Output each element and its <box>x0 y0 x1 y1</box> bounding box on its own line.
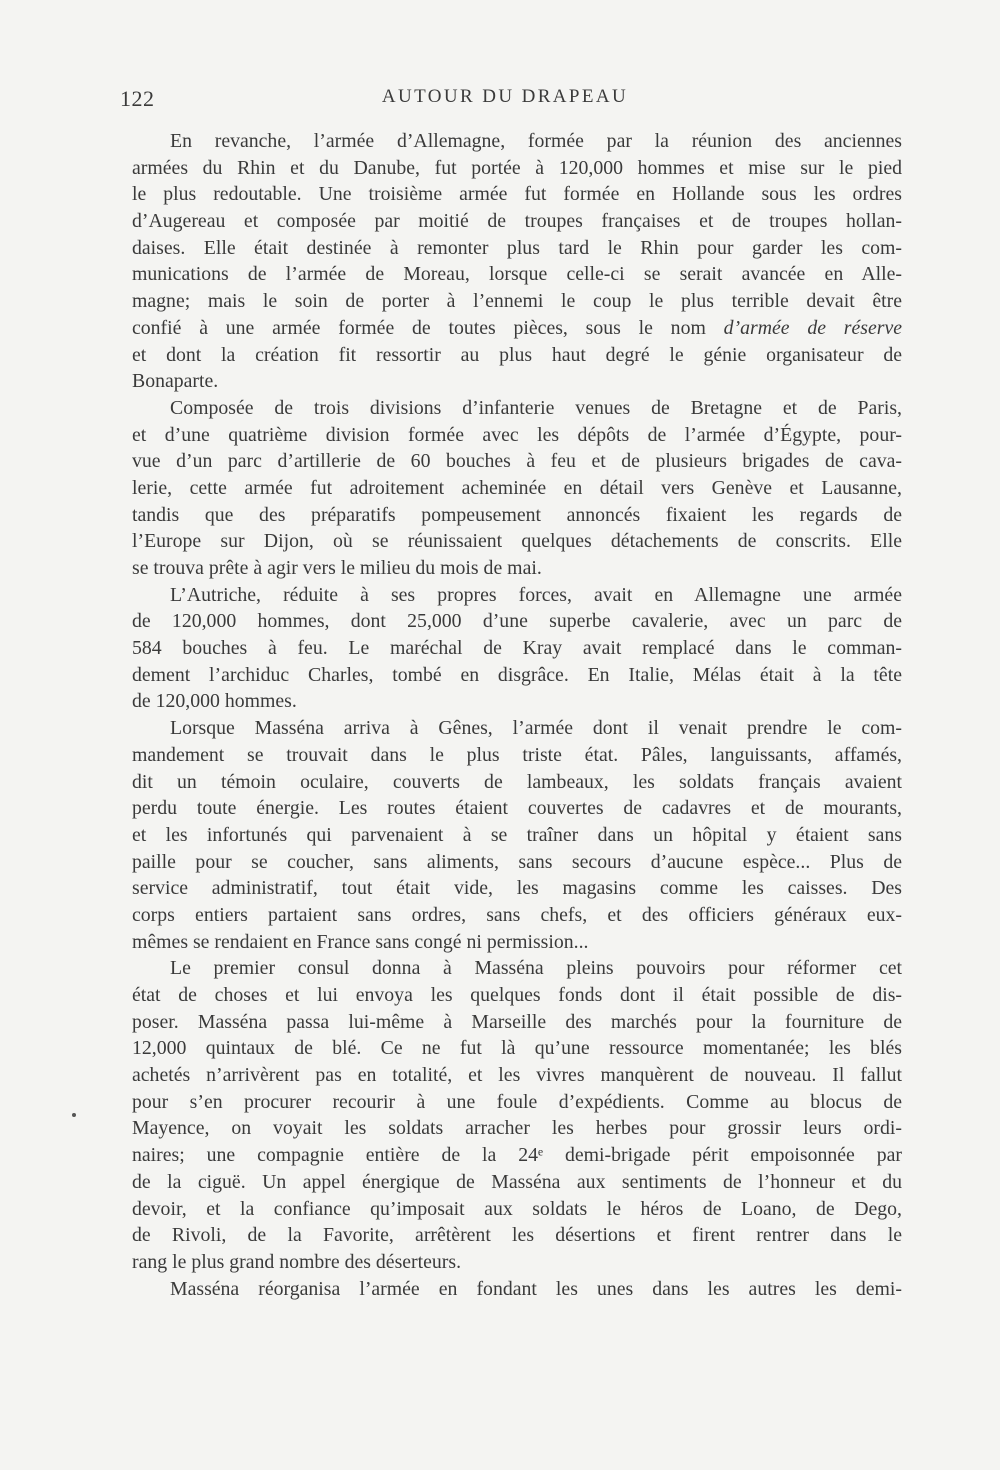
text-line: service administratif, tout était vide, les magasins comme les caisses. Des <box>132 877 902 900</box>
text-line: magne; mais le soin de porter à l’ennemi le coup le plus terrible devait être <box>132 290 902 313</box>
italic-phrase: d’armée de réserve <box>723 316 902 339</box>
text-line: mandement se trouvait dans le plus triste état. Pâles, languissants, affamés, <box>132 743 902 766</box>
page-number: 122 <box>120 86 155 111</box>
text-line: corps entiers partaient sans ordres, sans chefs, et des officiers généraux eux- <box>132 903 902 926</box>
text-line: devoir, et la confiance qu’imposait aux soldats le héros de Loano, de Dego, <box>132 1197 902 1220</box>
text-line: Mayence, on voyait les soldats arracher les herbes pour grossir leurs ordi- <box>132 1117 902 1140</box>
text-line: dit un témoin oculaire, couverts de lambeaux, les soldats français avaient <box>132 770 902 793</box>
text-line: munications de l’armée de Moreau, lorsque celle-ci se serait avancée en Alle- <box>132 263 902 286</box>
text-line: perdu toute énergie. Les routes étaient couvertes de cadavres et de mourants, <box>132 797 902 820</box>
text-line: 584 bouches à feu. Le maréchal de Kray avait remplacé dans le comman- <box>132 637 902 660</box>
text-line: et les infortunés qui parvenaient à se traîner dans un hôpital y étaient sans <box>132 823 902 846</box>
text-line: achetés n’arrivèrent pas en totalité, et les vivres manquèrent de nouveau. Il fallut <box>132 1064 902 1087</box>
text-line: Composée de trois divisions d’infanterie venues de Bretagne et de Paris, <box>170 396 902 419</box>
text-line: tandis que des préparatifs pompeusement annoncés fixaient les regards de <box>132 503 902 526</box>
text-line: mêmes se rendaient en France sans congé ni permission... <box>132 930 589 953</box>
text-line: et dont la création fit ressortir au plus haut degré le génie organisateur de <box>132 343 902 366</box>
text-line: L’Autriche, réduite à ses propres forces, avait en Allemagne une armée <box>170 583 902 606</box>
text-line: rang le plus grand nombre des déserteurs. <box>132 1250 462 1273</box>
text-line: En revanche, l’armée d’Allemagne, formée par la réunion des anciennes <box>170 130 902 152</box>
text-line: armées du Rhin et du Danube, fut portée à 120,000 hommes et mise sur le pied <box>132 156 902 179</box>
text-line: Le premier consul donna à Masséna pleins pouvoirs pour réformer cet <box>170 957 902 980</box>
text-line: pour s’en procurer recourir à une foule d’expédients. Comme au blocus de <box>132 1090 902 1113</box>
text-line: de 120,000 hommes, dont 25,000 d’une superbe cavalerie, avec un parc de <box>132 610 902 633</box>
text-line: daises. Elle était destinée à remonter plus tard le Rhin pour garder les com- <box>132 236 902 259</box>
running-title: AUTOUR DU DRAPEAU <box>381 86 629 107</box>
text-line: d’Augereau et composée par moitié de troupes françaises et de troupes hollan- <box>132 210 902 233</box>
running-head <box>120 86 900 120</box>
text-line: naires; une compagnie entière de la 24ᵉ demi-brigade périt empoisonnée par <box>132 1144 902 1167</box>
text-line: se trouva prête à agir vers le milieu du mois de mai. <box>132 557 542 579</box>
text-line: confié à une armée formée de toutes pièces, sous le nom d’armée de réserve <box>132 316 902 339</box>
text-line: vue d’un parc d’artillerie de 60 bouches à feu et de plusieurs brigades de cava- <box>132 450 902 473</box>
margin-dot <box>72 1113 76 1117</box>
text-line: l’Europe sur Dijon, où se réunissaient quelques détachements de conscrits. Elle <box>132 530 902 553</box>
text-line: et d’une quatrième division formée avec les dépôts de l’armée d’Égypte, pour- <box>132 423 902 446</box>
text-line: de la ciguë. Un appel énergique de Masséna aux sentiments de l’honneur et du <box>132 1170 902 1193</box>
text-line: état de choses et lui envoya les quelques fonds dont il était possible de dis- <box>132 984 902 1006</box>
text-line: Lorsque Masséna arriva à Gênes, l’armée dont il venait prendre le com- <box>170 717 902 740</box>
text-line: Masséna réorganisa l’armée en fondant les unes dans les autres les demi- <box>170 1277 902 1300</box>
text-line: poser. Masséna passa lui-même à Marseille des marchés pour la fourniture de <box>132 1010 902 1033</box>
text-line: Bonaparte. <box>132 370 219 393</box>
text-line: 12,000 quintaux de blé. Ce ne fut là qu’une ressource momentanée; les blés <box>132 1037 902 1060</box>
text-line: de 120,000 hommes. <box>132 690 297 713</box>
text-line: le plus redoutable. Une troisième armée fut formée en Hollande sous les ordres <box>132 183 902 206</box>
text-line: lerie, cette armée fut adroitement acheminée en détail vers Genève et Lausanne, <box>132 476 902 499</box>
text-line: paille pour se coucher, sans aliments, sans secours d’aucune espèce... Plus de <box>132 850 902 873</box>
text-line: dement l’archiduc Charles, tombé en disgrâce. En Italie, Mélas était à la tête <box>132 663 902 686</box>
body-text <box>132 128 902 1302</box>
text-line: de Rivoli, de la Favorite, arrêtèrent les désertions et firent rentrer dans le <box>132 1224 902 1247</box>
